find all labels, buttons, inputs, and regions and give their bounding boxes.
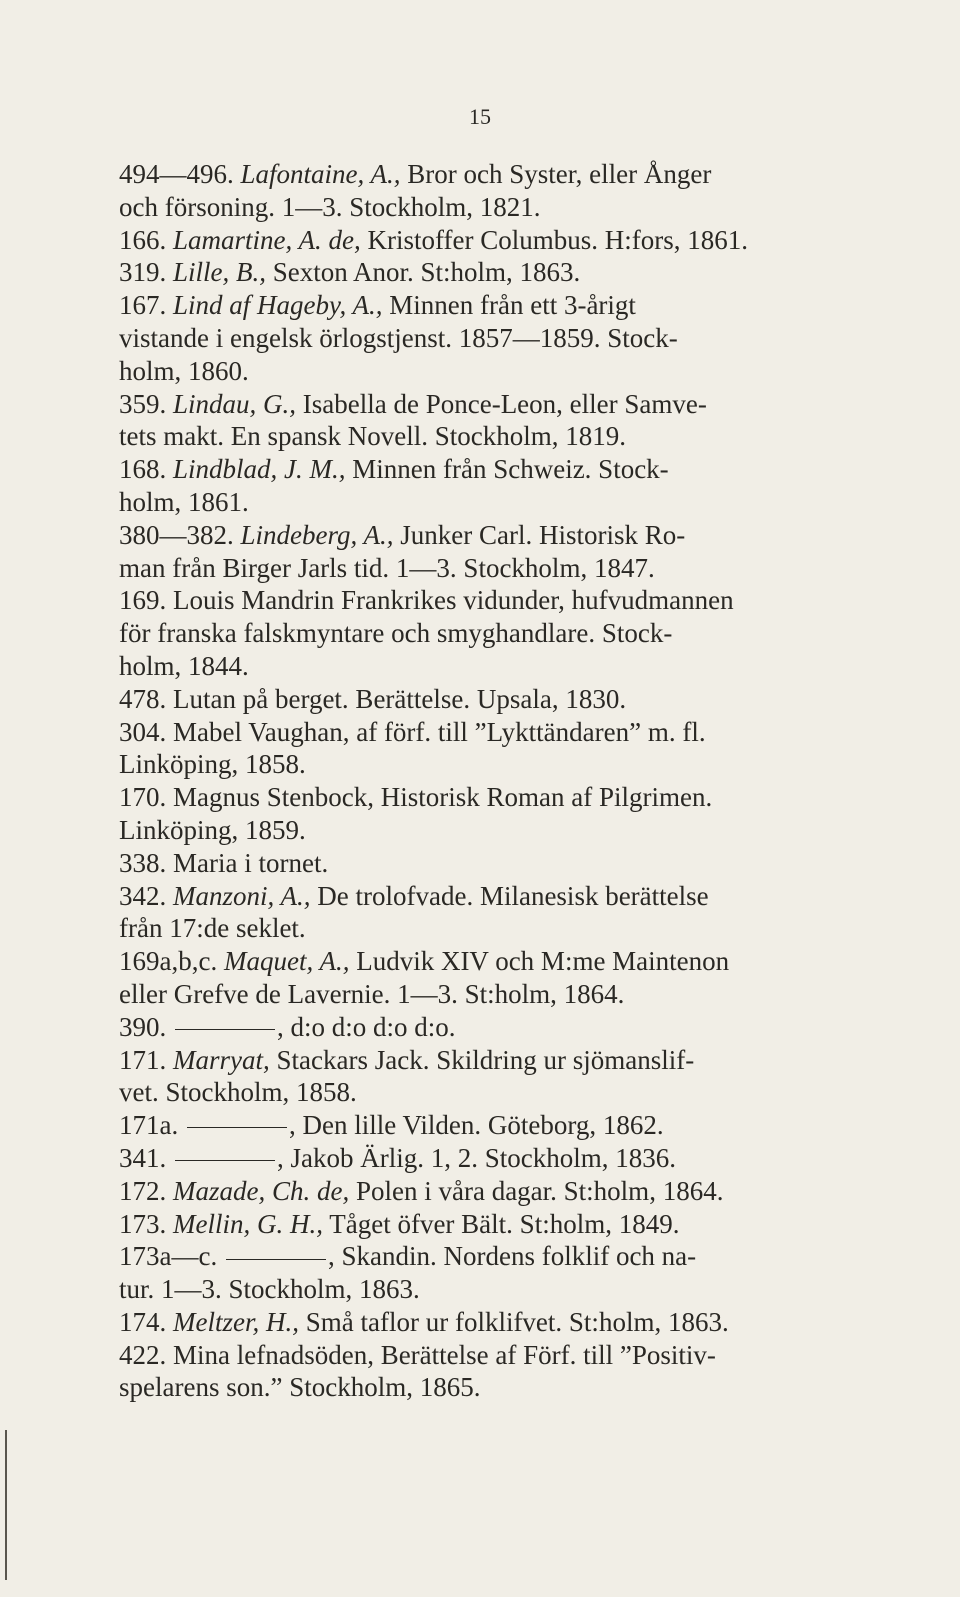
entry-text: Polen i våra dagar. St:holm, 1864. — [355, 1175, 724, 1206]
catalog-entry — [119, 519, 819, 585]
entry-continuation-line: tur. 1—3. Stockholm, 1863. — [119, 1274, 420, 1305]
entry-continuation-line: holm, 1861. — [119, 486, 249, 517]
entry-first-line — [119, 1011, 819, 1044]
entry-first-line — [119, 781, 819, 814]
entry-author: Meltzer, H., — [173, 1306, 299, 1337]
catalog-entry — [119, 1109, 819, 1142]
entry-number: 390. — [119, 1011, 167, 1042]
catalog-entry — [119, 1240, 819, 1306]
catalog-entry — [119, 453, 819, 519]
catalog-entry — [119, 880, 819, 946]
entry-number: 174. — [119, 1306, 167, 1337]
entry-first-line — [119, 453, 819, 486]
ditto-dash — [187, 1127, 287, 1128]
entry-text: Små taflor ur folklifvet. St:holm, 1863. — [305, 1306, 729, 1337]
entry-first-line — [119, 158, 819, 191]
entry-number: 319. — [119, 257, 167, 288]
entry-text: Junker Carl. Historisk Ro- — [400, 519, 686, 550]
catalog-entry — [119, 945, 819, 1011]
catalog-entry — [119, 256, 819, 289]
entry-continuation-line: holm, 1844. — [119, 650, 249, 681]
entry-first-line — [119, 388, 819, 421]
entry-text: Minnen från Schweiz. Stock- — [352, 454, 669, 485]
entry-continuation-line: vistande i engelsk örlogstjenst. 1857—1859. Stock- — [119, 322, 678, 353]
entry-author: Lindblad, J. M., — [173, 454, 346, 485]
entry-continuation-line: från 17:de seklet. — [119, 913, 306, 944]
catalog-entry — [119, 1306, 819, 1339]
entry-text: Mina lefnadsöden, Berättelse af Förf. till ”Positiv- — [173, 1339, 716, 1370]
entry-text: Ludvik XIV och M:me Maintenon — [356, 946, 730, 977]
entry-text: , Jakob Ärlig. 1, 2. Stockholm, 1836. — [277, 1142, 676, 1173]
entry-text: , d:o d:o d:o d:o. — [277, 1011, 456, 1042]
entry-number: 171a. — [119, 1110, 179, 1141]
entry-first-line — [119, 1044, 819, 1077]
entry-number: 173a—c. — [119, 1241, 218, 1272]
ditto-dash — [226, 1259, 326, 1260]
entry-continuation-line: Linköping, 1859. — [119, 814, 306, 845]
entry-text: Stackars Jack. Skildring ur sjömanslif- — [276, 1044, 695, 1075]
entry-author: Lind af Hageby, A., — [173, 290, 383, 321]
entry-author: Lafontaine, A., — [240, 159, 401, 189]
entry-first-line — [119, 683, 819, 716]
entry-author: Maquet, A., — [223, 946, 350, 977]
entry-text: De trolofvade. Milanesisk berättelse — [317, 880, 709, 911]
entry-text: Isabella de Ponce-Leon, eller Samve- — [302, 388, 707, 419]
entry-author: Marryat, — [173, 1044, 270, 1075]
entry-author: Mazade, Ch. de, — [173, 1175, 350, 1206]
entry-first-line — [119, 716, 819, 749]
catalog-entry — [119, 289, 819, 387]
entry-first-line — [119, 1109, 819, 1142]
entry-number: 342. — [119, 880, 167, 911]
catalog-entry — [119, 1208, 819, 1241]
entry-continuation-line: holm, 1860. — [119, 355, 249, 386]
entry-author: Lille, B., — [173, 257, 266, 288]
entry-number: 494—496. — [119, 159, 234, 189]
entry-number: 170. — [119, 782, 167, 813]
entry-number: 167. — [119, 290, 167, 321]
entry-continuation-line: spelarens son.” Stockholm, 1865. — [119, 1372, 481, 1403]
entry-first-line — [119, 1208, 819, 1241]
entry-number: 478. — [119, 683, 167, 714]
entry-first-line — [119, 847, 819, 880]
catalog-entry — [119, 158, 819, 224]
entry-continuation-line: och försoning. 1—3. Stockholm, 1821. — [119, 191, 541, 222]
entry-text: Lutan på berget. Berättelse. Upsala, 1830. — [173, 683, 627, 714]
entry-author: Lamartine, A. de, — [173, 224, 361, 255]
catalog-entries — [119, 158, 819, 1404]
entry-continuation-line: eller Grefve de Lavernie. 1—3. St:holm, 1864. — [119, 978, 625, 1009]
entry-text: Tåget öfver Bält. St:holm, 1849. — [329, 1208, 680, 1239]
entry-number: 169. — [119, 585, 167, 616]
entry-number: 422. — [119, 1339, 167, 1370]
entry-number: 169a,b,c. — [119, 946, 218, 977]
entry-text: Kristoffer Columbus. H:fors, 1861. — [367, 224, 748, 255]
entry-first-line — [119, 1306, 819, 1339]
page-edge-mark — [5, 1430, 7, 1580]
entry-author: Lindeberg, A., — [240, 519, 394, 550]
entry-text: , Den lille Vilden. Göteborg, 1862. — [288, 1110, 664, 1141]
entry-author: Mellin, G. H., — [173, 1208, 323, 1239]
entry-first-line — [119, 1142, 819, 1175]
catalog-entry — [119, 1044, 819, 1110]
entry-text: Magnus Stenbock, Historisk Roman af Pilgrimen. — [173, 782, 713, 813]
entry-number: 359. — [119, 388, 167, 419]
entry-number: 338. — [119, 847, 167, 878]
page-number: 15 — [469, 104, 491, 129]
entry-first-line — [119, 519, 819, 552]
catalog-entry — [119, 224, 819, 257]
entry-number: 304. — [119, 716, 167, 747]
entry-first-line — [119, 224, 819, 257]
entry-text: Louis Mandrin Frankrikes vidunder, hufvudmannen — [173, 585, 734, 616]
catalog-entry — [119, 683, 819, 716]
entry-text: , Skandin. Nordens folklif och na- — [327, 1241, 697, 1272]
catalog-entry — [119, 1142, 819, 1175]
entry-text: Mabel Vaughan, af förf. till ”Lykttändaren” m. fl. — [173, 716, 706, 747]
entry-first-line — [119, 1240, 819, 1273]
entry-first-line — [119, 945, 819, 978]
ditto-dash — [175, 1160, 275, 1161]
entry-author: Lindau, G., — [173, 388, 297, 419]
entry-continuation-line: Linköping, 1858. — [119, 749, 306, 780]
entry-number: 166. — [119, 224, 167, 255]
catalog-entry — [119, 716, 819, 782]
catalog-entry — [119, 847, 819, 880]
entry-first-line — [119, 256, 819, 289]
entry-continuation-line: man från Birger Jarls tid. 1—3. Stockholm, 1847. — [119, 552, 655, 583]
entry-number: 171. — [119, 1044, 167, 1075]
catalog-entry — [119, 1011, 819, 1044]
entry-first-line — [119, 584, 819, 617]
entry-first-line — [119, 289, 819, 322]
entry-number: 168. — [119, 454, 167, 485]
entry-number: 173. — [119, 1208, 167, 1239]
entry-number: 172. — [119, 1175, 167, 1206]
entry-first-line — [119, 880, 819, 913]
entry-first-line — [119, 1175, 819, 1208]
catalog-entry — [119, 388, 819, 454]
catalog-entry — [119, 781, 819, 847]
ditto-dash — [175, 1029, 275, 1030]
entry-text: Minnen från ett 3-årigt — [389, 290, 636, 321]
entry-text: Bror och Syster, eller Ånger — [407, 159, 712, 189]
entry-number: 380—382. — [119, 519, 234, 550]
catalog-entry — [119, 1339, 819, 1405]
entry-text: Maria i tornet. — [173, 847, 329, 878]
entry-text: Sexton Anor. St:holm, 1863. — [272, 257, 581, 288]
entry-author: Manzoni, A., — [173, 880, 311, 911]
catalog-entry — [119, 584, 819, 682]
catalog-entry — [119, 1175, 819, 1208]
entry-number: 341. — [119, 1142, 167, 1173]
entry-continuation-line: vet. Stockholm, 1858. — [119, 1077, 357, 1108]
entry-first-line — [119, 1339, 819, 1372]
entry-continuation-line: tets makt. En spansk Novell. Stockholm, 1819. — [119, 421, 626, 452]
entry-continuation-line: för franska falskmyntare och smyghandlare. Stock- — [119, 618, 673, 649]
